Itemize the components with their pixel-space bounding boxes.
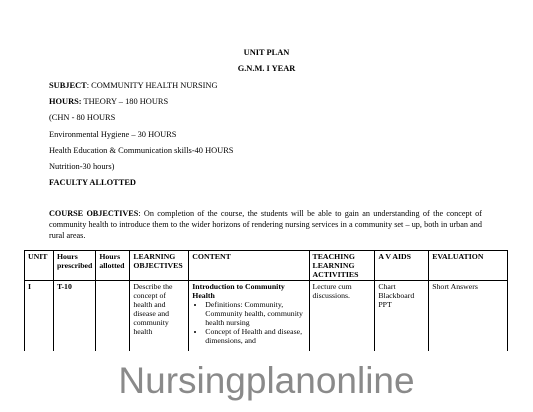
cell-teaching-activities: Lecture cum discussions. bbox=[309, 281, 375, 352]
table-row bbox=[25, 281, 508, 352]
cell-evaluation: Short Answers bbox=[429, 281, 508, 352]
hours-value: THEORY – 180 HOURS bbox=[81, 97, 169, 106]
environmental-hygiene-hours: Environmental Hygiene – 30 HOURS bbox=[49, 130, 177, 139]
cell-av-aids bbox=[375, 281, 429, 352]
header-unit: UNIT bbox=[25, 251, 54, 281]
header-evaluation: EVALUATION bbox=[429, 251, 508, 281]
content-title: Introduction to Community Health bbox=[192, 282, 285, 300]
document-title: UNIT PLAN bbox=[243, 48, 290, 57]
list-item: • Concept of Health and disease, dimensions, and bbox=[205, 327, 305, 345]
health-education-hours: Health Education & Communication skills-40 HOURS bbox=[49, 146, 234, 155]
header-content: CONTENT bbox=[189, 251, 309, 281]
content-topic-list bbox=[192, 300, 305, 345]
objectives-label: COURSE OBJECTIVES bbox=[49, 209, 139, 218]
unit-plan-table bbox=[24, 250, 508, 351]
av-aid-item: PPT bbox=[378, 300, 392, 309]
subject-line bbox=[49, 81, 218, 90]
watermark-text: Nursingplanonline bbox=[118, 360, 415, 401]
cell-learning-objectives: Describe the concept of health and disease and community health bbox=[130, 281, 189, 352]
header-av-aids: A V AIDS bbox=[375, 251, 429, 281]
cell-hours-prescribed: T-10 bbox=[53, 281, 95, 352]
table-header-row bbox=[25, 251, 508, 281]
subject-label: SUBJECT bbox=[49, 81, 87, 90]
hours-line bbox=[49, 97, 168, 106]
objectives-text: : On completion of the course, the students will be able to gain an understanding of the concept of community health to introduce them to the wider horizons of rendering nursing services in a community set – up, both in urban and rural areas. bbox=[49, 209, 482, 240]
cell-hours-allotted bbox=[96, 281, 130, 352]
list-item: • Definitions: Community, Community health, community health nursing bbox=[205, 300, 305, 327]
cell-unit: I bbox=[25, 281, 54, 352]
av-aid-item: Chart bbox=[378, 282, 396, 291]
nutrition-hours: Nutrition-30 hours) bbox=[49, 162, 115, 171]
course-objectives bbox=[49, 208, 482, 241]
av-aid-item: Blackboard bbox=[378, 291, 415, 300]
cell-content bbox=[189, 281, 309, 352]
header-learning-objectives: LEARNING OBJECTIVES bbox=[130, 251, 189, 281]
faculty-allotted: FACULTY ALLOTTED bbox=[49, 178, 136, 187]
chn-hours: (CHN - 80 HOURS bbox=[49, 113, 116, 122]
header-teaching-activities: TEACHING LEARNING ACTIVITIES bbox=[309, 251, 375, 281]
hours-label: HOURS: bbox=[49, 97, 82, 106]
header-hours-prescribed: Hours prescribed bbox=[53, 251, 95, 281]
subject-value: : COMMUNITY HEALTH NURSING bbox=[86, 81, 218, 90]
header-hours-allotted: Hours allotted bbox=[96, 251, 130, 281]
course-year: G.N.M. I YEAR bbox=[237, 64, 296, 73]
